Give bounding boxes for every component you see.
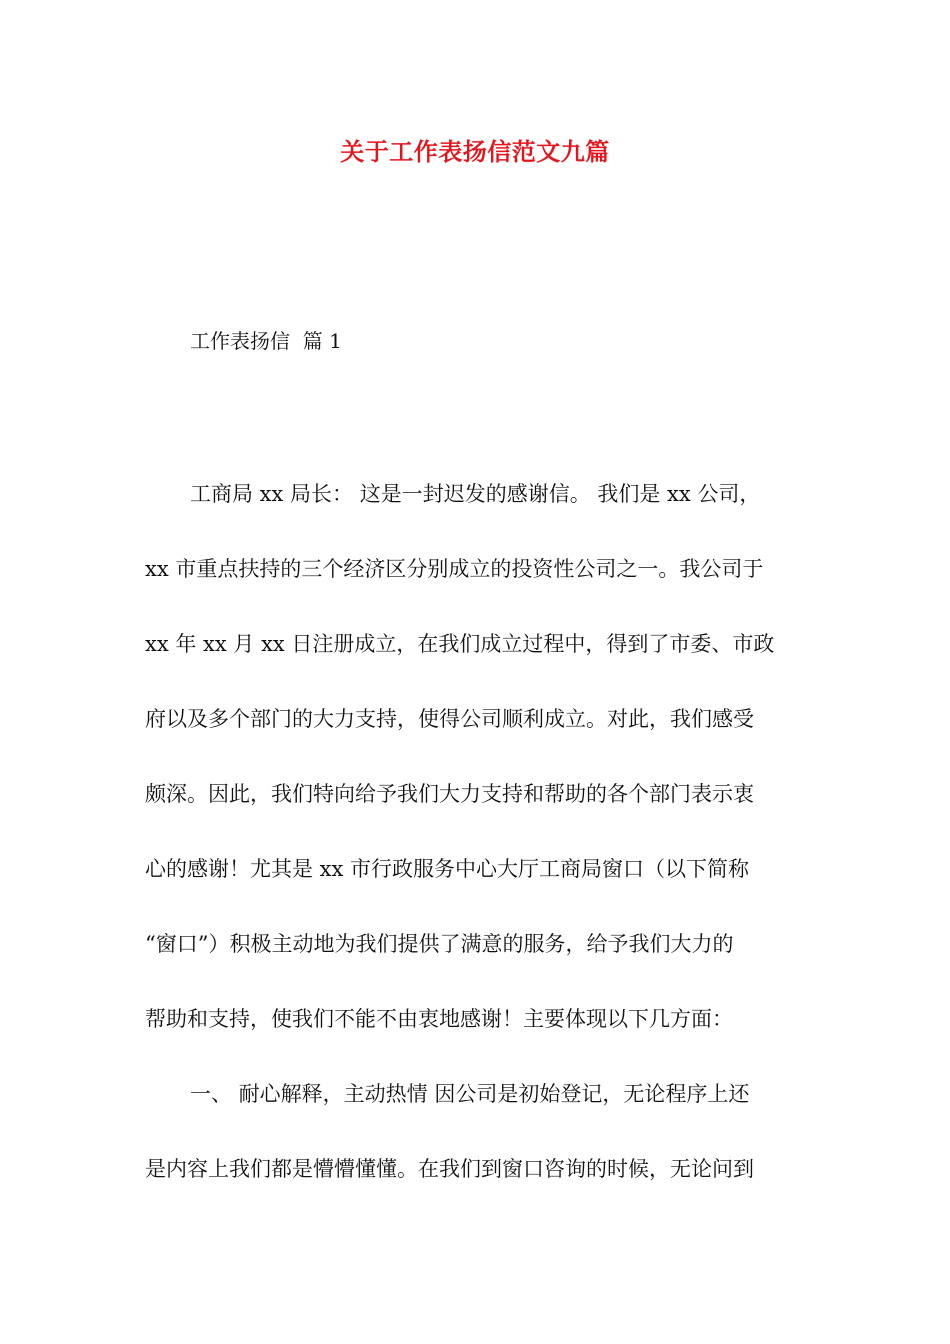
paragraph-line: 心的感谢！尤其是 xx 市行政服务中心大厅工商局窗口（以下简称 — [145, 857, 750, 881]
paragraph-line: 颇深。因此，我们特向给予我们大力支持和帮助的各个部门表示衷 — [145, 782, 754, 806]
paragraph-line: xx 年 xx 月 xx 日注册成立，在我们成立过程中，得到了市委、市政 — [145, 632, 775, 656]
paragraph-line: 府以及多个部门的大力支持，使得公司顺利成立。对此，我们感受 — [145, 707, 754, 731]
paragraph-line: “窗口”）积极主动地为我们提供了满意的服务，给予我们大力的 — [145, 932, 734, 956]
paragraph-line: 帮助和支持，使我们不能不由衷地感谢！主要体现以下几方面： — [145, 1007, 733, 1031]
document-title: 关于工作表扬信范文九篇 — [340, 137, 610, 166]
paragraph-line: 工商局 xx 局长： 这是一封迟发的感谢信。 我们是 xx 公司， — [190, 482, 761, 506]
letter-body — [145, 472, 810, 1222]
paragraph-line: xx 市重点扶持的三个经济区分别成立的投资性公司之一。我公司于 — [145, 557, 764, 581]
section-heading: 工作表扬信 篇 1 — [190, 329, 342, 353]
paragraph-line: 是内容上我们都是懵懵懂懂。在我们到窗口咨询的时候，无论问到 — [145, 1157, 754, 1181]
paragraph-line: 一、 耐心解释，主动热情 因公司是初始登记，无论程序上还 — [190, 1082, 750, 1106]
